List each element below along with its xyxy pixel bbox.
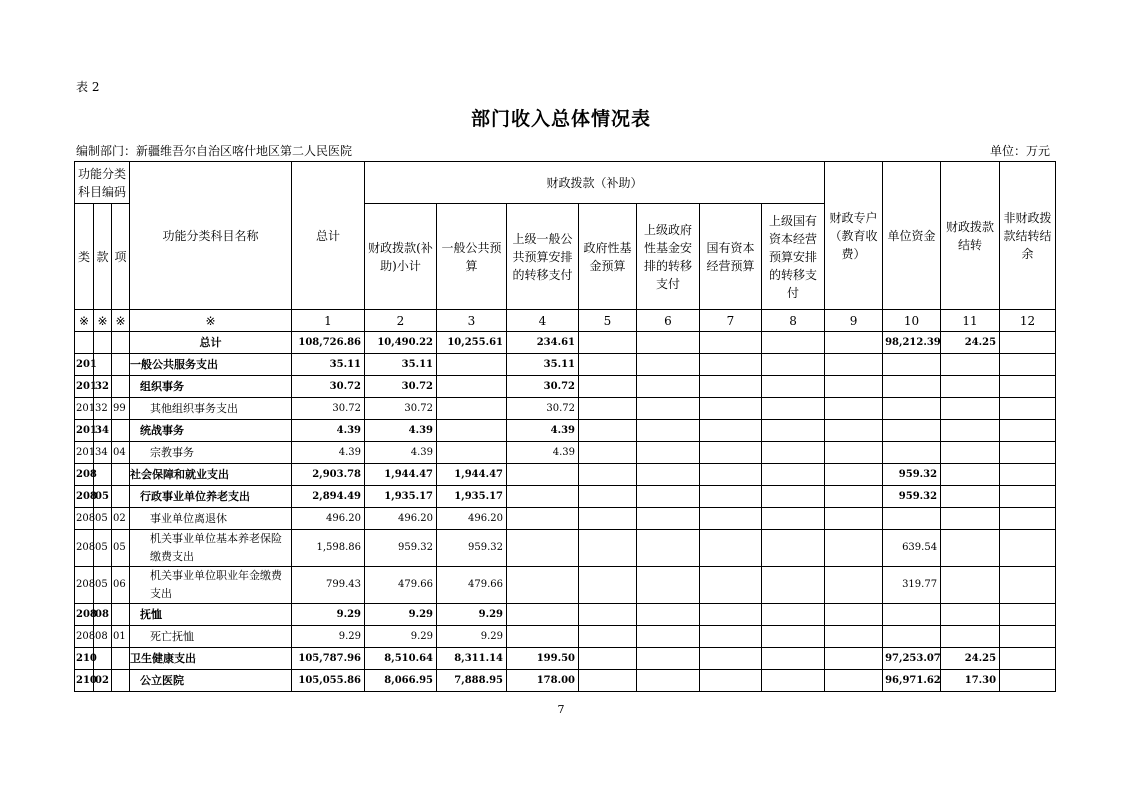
fiscal-subtotal-cell: 35.11 (365, 354, 437, 376)
table-row (75, 567, 1056, 604)
general-budget-cell: 7,888.95 (437, 670, 507, 692)
gov-fund-cell (579, 332, 637, 354)
non-fiscal-cell (1000, 332, 1056, 354)
total-cell: 9.29 (292, 604, 365, 626)
gov-fund-cell (579, 354, 637, 376)
code-xiang-cell (112, 486, 130, 508)
table-row (75, 486, 1056, 508)
edu-fee-cell (825, 376, 883, 398)
upper-general-transfer-cell (507, 508, 579, 530)
carry-over-cell (941, 604, 1000, 626)
upper-general-transfer-cell (507, 626, 579, 648)
upper-general-transfer-cell: 199.50 (507, 648, 579, 670)
code-kuan-cell: 05 (94, 530, 112, 567)
upper-general-transfer-cell (507, 530, 579, 567)
total-cell: 35.11 (292, 354, 365, 376)
upper-fund-transfer-cell (637, 626, 700, 648)
general-budget-cell: 959.32 (437, 530, 507, 567)
page-number: 7 (557, 703, 565, 716)
index-cell: 8 (762, 310, 825, 332)
item-name-cell: 机关事业单位基本养老保险缴费支出 (130, 530, 292, 567)
header-total: 总计 (292, 162, 365, 310)
index-cell: 1 (292, 310, 365, 332)
header-xiang: 项 (112, 204, 130, 310)
total-cell: 2,903.78 (292, 464, 365, 486)
fiscal-subtotal-cell: 4.39 (365, 420, 437, 442)
code-kuan-cell: 32 (94, 376, 112, 398)
code-lei-cell: 210 (75, 648, 94, 670)
carry-over-cell (941, 530, 1000, 567)
general-budget-cell (437, 442, 507, 464)
general-budget-cell: 1,935.17 (437, 486, 507, 508)
gov-fund-cell (579, 464, 637, 486)
state-capital-cell (700, 486, 762, 508)
upper-state-transfer-cell (762, 648, 825, 670)
unit-fund-cell (883, 604, 941, 626)
index-cell: 4 (507, 310, 579, 332)
item-name-cell: 卫生健康支出 (130, 648, 292, 670)
state-capital-cell (700, 530, 762, 567)
edu-fee-cell (825, 486, 883, 508)
non-fiscal-cell (1000, 464, 1056, 486)
fiscal-subtotal-cell: 8,510.64 (365, 648, 437, 670)
upper-state-transfer-cell (762, 486, 825, 508)
index-cell: ※ (130, 310, 292, 332)
fiscal-subtotal-cell: 30.72 (365, 376, 437, 398)
gov-fund-cell (579, 486, 637, 508)
non-fiscal-cell (1000, 442, 1056, 464)
item-name-cell: 总计 (130, 332, 292, 354)
unit-fund-cell: 319.77 (883, 567, 941, 604)
carry-over-cell (941, 626, 1000, 648)
index-cell: 12 (1000, 310, 1056, 332)
gov-fund-cell (579, 626, 637, 648)
item-name-cell: 一般公共服务支出 (130, 354, 292, 376)
total-cell: 496.20 (292, 508, 365, 530)
fiscal-subtotal-cell: 8,066.95 (365, 670, 437, 692)
edu-fee-cell (825, 508, 883, 530)
upper-state-transfer-cell (762, 398, 825, 420)
table-row (75, 332, 1056, 354)
general-budget-cell (437, 420, 507, 442)
general-budget-cell: 496.20 (437, 508, 507, 530)
header-general: 一般公共预算 (437, 204, 507, 310)
code-lei-cell: 201 (75, 376, 94, 398)
code-kuan-cell: 05 (94, 508, 112, 530)
general-budget-cell (437, 376, 507, 398)
table-row (75, 604, 1056, 626)
index-cell: ※ (94, 310, 112, 332)
income-table (74, 161, 1056, 692)
upper-general-transfer-cell: 30.72 (507, 398, 579, 420)
state-capital-cell (700, 626, 762, 648)
item-name-cell: 组织事务 (130, 376, 292, 398)
upper-fund-transfer-cell (637, 354, 700, 376)
table-row (75, 626, 1056, 648)
fiscal-subtotal-cell: 959.32 (365, 530, 437, 567)
item-name-cell: 宗教事务 (130, 442, 292, 464)
table-row (75, 508, 1056, 530)
code-xiang-cell: 01 (112, 626, 130, 648)
code-xiang-cell: 99 (112, 398, 130, 420)
state-capital-cell (700, 464, 762, 486)
unit-fund-cell: 639.54 (883, 530, 941, 567)
upper-fund-transfer-cell (637, 670, 700, 692)
state-capital-cell (700, 442, 762, 464)
header-fiscal: 财政拨款（补助） (365, 162, 825, 204)
upper-fund-transfer-cell (637, 398, 700, 420)
total-cell: 2,894.49 (292, 486, 365, 508)
general-budget-cell: 8,311.14 (437, 648, 507, 670)
gov-fund-cell (579, 530, 637, 567)
carry-over-cell (941, 354, 1000, 376)
edu-fee-cell (825, 398, 883, 420)
state-capital-cell (700, 567, 762, 604)
non-fiscal-cell (1000, 567, 1056, 604)
index-cell: 10 (883, 310, 941, 332)
state-capital-cell (700, 332, 762, 354)
upper-general-transfer-cell: 234.61 (507, 332, 579, 354)
state-capital-cell (700, 398, 762, 420)
total-cell: 105,055.86 (292, 670, 365, 692)
general-budget-cell: 1,944.47 (437, 464, 507, 486)
state-capital-cell (700, 354, 762, 376)
item-name-cell: 机关事业单位职业年金缴费支出 (130, 567, 292, 604)
header-kuan: 款 (94, 204, 112, 310)
fiscal-subtotal-cell: 479.66 (365, 567, 437, 604)
table-row (75, 376, 1056, 398)
upper-state-transfer-cell (762, 604, 825, 626)
carry-over-cell (941, 508, 1000, 530)
index-row (75, 310, 1056, 332)
unit-fund-cell: 959.32 (883, 486, 941, 508)
code-xiang-cell: 02 (112, 508, 130, 530)
code-lei-cell: 208 (75, 508, 94, 530)
carry-over-cell (941, 442, 1000, 464)
department-label: 编制部门：新疆维吾尔自治区喀什地区第二人民医院 (76, 144, 353, 158)
state-capital-cell (700, 670, 762, 692)
upper-general-transfer-cell: 4.39 (507, 442, 579, 464)
table-row (75, 354, 1056, 376)
code-lei-cell: 208 (75, 464, 94, 486)
header-carry: 财政拨款结转 (941, 162, 1000, 310)
non-fiscal-cell (1000, 398, 1056, 420)
table-row (75, 420, 1056, 442)
upper-fund-transfer-cell (637, 530, 700, 567)
upper-state-transfer-cell (762, 376, 825, 398)
upper-general-transfer-cell: 35.11 (507, 354, 579, 376)
upper-fund-transfer-cell (637, 486, 700, 508)
total-cell: 30.72 (292, 398, 365, 420)
code-lei-cell: 208 (75, 567, 94, 604)
header-unit-fund: 单位资金 (883, 162, 941, 310)
code-kuan-cell: 08 (94, 626, 112, 648)
code-kuan-cell: 05 (94, 486, 112, 508)
general-budget-cell: 479.66 (437, 567, 507, 604)
gov-fund-cell (579, 604, 637, 626)
upper-state-transfer-cell (762, 626, 825, 648)
fiscal-subtotal-cell: 30.72 (365, 398, 437, 420)
edu-fee-cell (825, 354, 883, 376)
index-cell: 6 (637, 310, 700, 332)
total-cell: 799.43 (292, 567, 365, 604)
fiscal-subtotal-cell: 1,935.17 (365, 486, 437, 508)
table-row (75, 442, 1056, 464)
code-kuan-cell: 05 (94, 567, 112, 604)
edu-fee-cell (825, 567, 883, 604)
code-lei-cell: 208 (75, 486, 94, 508)
code-xiang-cell (112, 376, 130, 398)
fiscal-subtotal-cell: 10,490.22 (365, 332, 437, 354)
code-lei-cell: 201 (75, 442, 94, 464)
code-lei-cell: 201 (75, 398, 94, 420)
carry-over-cell (941, 376, 1000, 398)
carry-over-cell (941, 567, 1000, 604)
code-lei-cell: 208 (75, 626, 94, 648)
upper-fund-transfer-cell (637, 508, 700, 530)
code-kuan-cell: 02 (94, 670, 112, 692)
item-name-cell: 社会保障和就业支出 (130, 464, 292, 486)
edu-fee-cell (825, 420, 883, 442)
fiscal-subtotal-cell: 1,944.47 (365, 464, 437, 486)
carry-over-cell: 24.25 (941, 648, 1000, 670)
edu-fee-cell (825, 442, 883, 464)
upper-state-transfer-cell (762, 670, 825, 692)
index-cell: ※ (112, 310, 130, 332)
upper-general-transfer-cell: 30.72 (507, 376, 579, 398)
code-lei-cell (75, 332, 94, 354)
index-cell: 11 (941, 310, 1000, 332)
fiscal-subtotal-cell: 9.29 (365, 604, 437, 626)
item-name-cell: 统战事务 (130, 420, 292, 442)
code-kuan-cell: 34 (94, 420, 112, 442)
carry-over-cell (941, 398, 1000, 420)
code-xiang-cell (112, 464, 130, 486)
unit-label: 单位：万元 (989, 144, 1050, 158)
state-capital-cell (700, 376, 762, 398)
code-lei-cell: 210 (75, 670, 94, 692)
edu-fee-cell (825, 648, 883, 670)
item-name-cell: 行政事业单位养老支出 (130, 486, 292, 508)
unit-fund-cell (883, 626, 941, 648)
unit-fund-cell: 97,253.07 (883, 648, 941, 670)
general-budget-cell (437, 398, 507, 420)
non-fiscal-cell (1000, 508, 1056, 530)
gov-fund-cell (579, 648, 637, 670)
upper-fund-transfer-cell (637, 420, 700, 442)
unit-fund-cell (883, 398, 941, 420)
carry-over-cell: 17.30 (941, 670, 1000, 692)
table-label: 表 2 (76, 80, 100, 94)
code-kuan-cell: 08 (94, 604, 112, 626)
header-state-capital: 国有资本经营预算 (700, 204, 762, 310)
header-gov-fund: 政府性基金预算 (579, 204, 637, 310)
state-capital-cell (700, 648, 762, 670)
upper-fund-transfer-cell (637, 376, 700, 398)
index-cell: 3 (437, 310, 507, 332)
upper-fund-transfer-cell (637, 604, 700, 626)
index-cell: ※ (75, 310, 94, 332)
edu-fee-cell (825, 464, 883, 486)
gov-fund-cell (579, 398, 637, 420)
upper-general-transfer-cell (507, 604, 579, 626)
unit-fund-cell (883, 376, 941, 398)
code-xiang-cell (112, 604, 130, 626)
gov-fund-cell (579, 442, 637, 464)
non-fiscal-cell (1000, 648, 1056, 670)
gov-fund-cell (579, 567, 637, 604)
unit-fund-cell: 98,212.39 (883, 332, 941, 354)
upper-state-transfer-cell (762, 354, 825, 376)
upper-general-transfer-cell (507, 567, 579, 604)
code-kuan-cell: 32 (94, 398, 112, 420)
gov-fund-cell (579, 670, 637, 692)
table-row (75, 530, 1056, 567)
total-cell: 30.72 (292, 376, 365, 398)
non-fiscal-cell (1000, 376, 1056, 398)
upper-state-transfer-cell (762, 508, 825, 530)
header-edu: 财政专户（教育收费） (825, 162, 883, 310)
item-name-cell: 抚恤 (130, 604, 292, 626)
code-xiang-cell: 04 (112, 442, 130, 464)
non-fiscal-cell (1000, 670, 1056, 692)
total-cell: 108,726.86 (292, 332, 365, 354)
total-cell: 4.39 (292, 420, 365, 442)
fiscal-subtotal-cell: 496.20 (365, 508, 437, 530)
upper-fund-transfer-cell (637, 442, 700, 464)
fiscal-subtotal-cell: 4.39 (365, 442, 437, 464)
code-lei-cell: 201 (75, 354, 94, 376)
code-xiang-cell (112, 648, 130, 670)
code-kuan-cell (94, 332, 112, 354)
edu-fee-cell (825, 332, 883, 354)
header-lei: 类 (75, 204, 94, 310)
page-title: 部门收入总体情况表 (470, 108, 651, 130)
item-name-cell: 死亡抚恤 (130, 626, 292, 648)
carry-over-cell (941, 464, 1000, 486)
unit-fund-cell (883, 508, 941, 530)
header-upper-fund: 上级政府性基金安排的转移支付 (637, 204, 700, 310)
unit-fund-cell: 96,971.62 (883, 670, 941, 692)
state-capital-cell (700, 604, 762, 626)
item-name-cell: 其他组织事务支出 (130, 398, 292, 420)
index-cell: 2 (365, 310, 437, 332)
upper-general-transfer-cell: 178.00 (507, 670, 579, 692)
header-upper-state: 上级国有资本经营预算安排的转移支付 (762, 204, 825, 310)
table-row (75, 464, 1056, 486)
header-upper-general: 上级一般公共预算安排的转移支付 (507, 204, 579, 310)
code-xiang-cell (112, 354, 130, 376)
carry-over-cell (941, 486, 1000, 508)
non-fiscal-cell (1000, 486, 1056, 508)
header-func-code: 功能分类科目编码 (75, 162, 130, 204)
non-fiscal-cell (1000, 626, 1056, 648)
code-lei-cell: 208 (75, 604, 94, 626)
code-xiang-cell: 06 (112, 567, 130, 604)
table-row (75, 648, 1056, 670)
total-cell: 1,598.86 (292, 530, 365, 567)
header-non-fiscal: 非财政拨款结转结余 (1000, 162, 1056, 310)
code-xiang-cell (112, 670, 130, 692)
gov-fund-cell (579, 508, 637, 530)
upper-fund-transfer-cell (637, 648, 700, 670)
unit-fund-cell (883, 442, 941, 464)
index-cell: 5 (579, 310, 637, 332)
state-capital-cell (700, 508, 762, 530)
upper-general-transfer-cell (507, 464, 579, 486)
upper-general-transfer-cell (507, 486, 579, 508)
general-budget-cell (437, 354, 507, 376)
upper-state-transfer-cell (762, 530, 825, 567)
index-cell: 7 (700, 310, 762, 332)
non-fiscal-cell (1000, 604, 1056, 626)
header-func-name: 功能分类科目名称 (130, 162, 292, 310)
unit-fund-cell: 959.32 (883, 464, 941, 486)
code-lei-cell: 208 (75, 530, 94, 567)
upper-fund-transfer-cell (637, 567, 700, 604)
edu-fee-cell (825, 670, 883, 692)
code-kuan-cell: 34 (94, 442, 112, 464)
total-cell: 4.39 (292, 442, 365, 464)
upper-state-transfer-cell (762, 420, 825, 442)
index-cell: 9 (825, 310, 883, 332)
item-name-cell: 公立医院 (130, 670, 292, 692)
code-lei-cell: 201 (75, 420, 94, 442)
edu-fee-cell (825, 626, 883, 648)
upper-state-transfer-cell (762, 567, 825, 604)
carry-over-cell: 24.25 (941, 332, 1000, 354)
general-budget-cell: 10,255.61 (437, 332, 507, 354)
gov-fund-cell (579, 420, 637, 442)
non-fiscal-cell (1000, 420, 1056, 442)
non-fiscal-cell (1000, 530, 1056, 567)
state-capital-cell (700, 420, 762, 442)
general-budget-cell: 9.29 (437, 604, 507, 626)
upper-fund-transfer-cell (637, 332, 700, 354)
item-name-cell: 事业单位离退休 (130, 508, 292, 530)
upper-general-transfer-cell: 4.39 (507, 420, 579, 442)
unit-fund-cell (883, 354, 941, 376)
general-budget-cell: 9.29 (437, 626, 507, 648)
non-fiscal-cell (1000, 354, 1056, 376)
total-cell: 9.29 (292, 626, 365, 648)
table-row (75, 670, 1056, 692)
carry-over-cell (941, 420, 1000, 442)
gov-fund-cell (579, 376, 637, 398)
upper-state-transfer-cell (762, 442, 825, 464)
header-fiscal-sub: 财政拨款(补助)小计 (365, 204, 437, 310)
upper-state-transfer-cell (762, 464, 825, 486)
unit-fund-cell (883, 420, 941, 442)
upper-state-transfer-cell (762, 332, 825, 354)
code-xiang-cell (112, 420, 130, 442)
table-row (75, 398, 1056, 420)
fiscal-subtotal-cell: 9.29 (365, 626, 437, 648)
edu-fee-cell (825, 530, 883, 567)
code-xiang-cell: 05 (112, 530, 130, 567)
code-xiang-cell (112, 332, 130, 354)
edu-fee-cell (825, 604, 883, 626)
total-cell: 105,787.96 (292, 648, 365, 670)
upper-fund-transfer-cell (637, 464, 700, 486)
